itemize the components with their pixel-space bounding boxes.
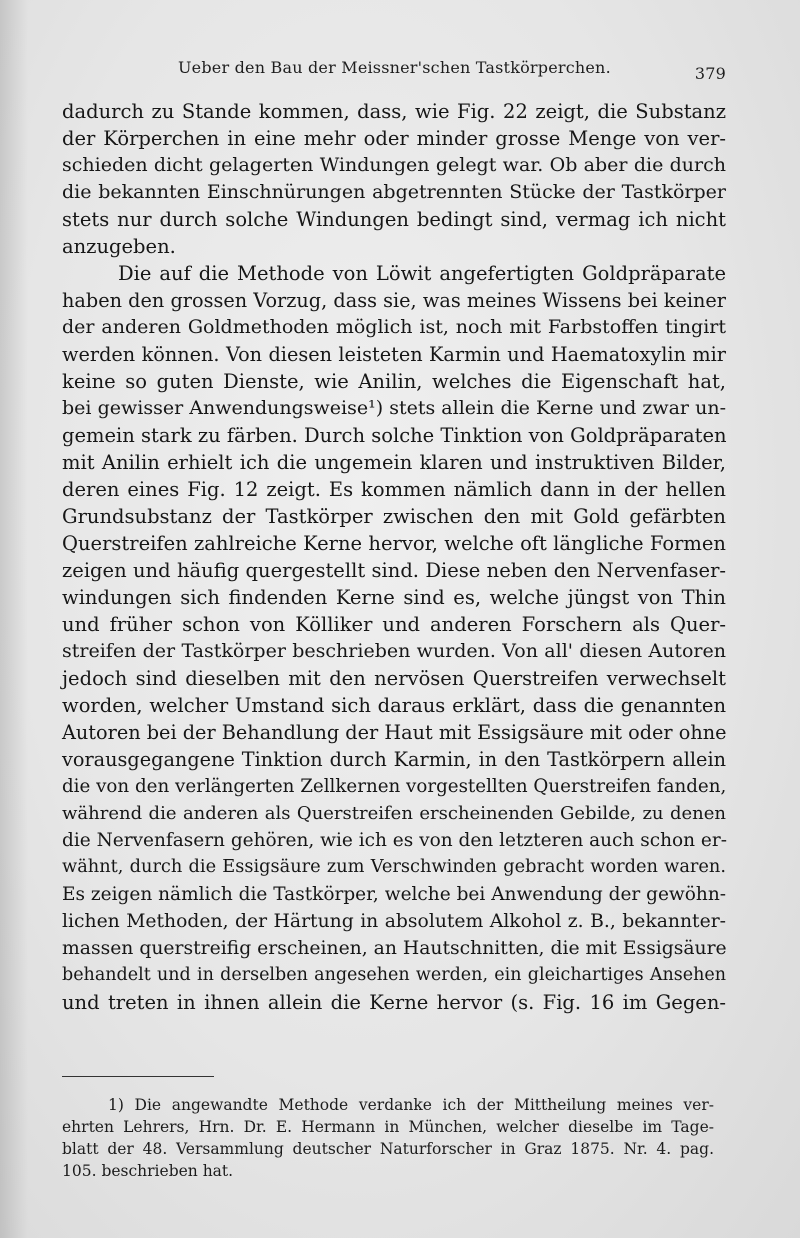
text-line: massen querstreifig erscheinen, an Hautschnitten, die mit Essigsäure bbox=[62, 938, 727, 959]
text-line: während die anderen als Querstreifen erscheinenden Gebilde, zu denen bbox=[62, 803, 726, 824]
text-line: die bekannten Einschnürungen abgetrennten Stücke der Tastkörper bbox=[62, 181, 726, 203]
text-line: werden können. Von diesen leisteten Karmin und Haematoxylin mir bbox=[62, 343, 726, 366]
text-line: deren eines Fig. 12 zeigt. Es kommen nämlich dann in der hellen bbox=[62, 478, 726, 501]
footnote-line: blatt der 48. Versammlung deutscher Naturforscher in Graz 1875. Nr. 4. pag. bbox=[62, 1140, 714, 1158]
text-line: anzugeben. bbox=[62, 235, 176, 258]
footnote-line: 105. beschrieben hat. bbox=[62, 1162, 234, 1180]
text-line: stets nur durch solche Windungen bedingt sind, vermag ich nicht bbox=[62, 208, 726, 231]
text-line: der Körperchen in eine mehr oder minder grosse Menge von ver- bbox=[62, 127, 726, 150]
text-line: der anderen Goldmethoden möglich ist, noch mit Farbstoffen tingirt bbox=[62, 316, 726, 338]
text-line: und früher schon von Kölliker und anderen Forschern als Quer- bbox=[62, 613, 726, 636]
text-line: gemein stark zu färben. Durch solche Tinktion von Goldpräparaten bbox=[62, 424, 727, 447]
footnote-line: 1) Die angewandte Methode verdanke ich der Mittheilung meines ver- bbox=[108, 1096, 714, 1114]
text-line: Es zeigen nämlich die Tastkörper, welche bei Anwendung der gewöhn- bbox=[62, 884, 726, 905]
text-line: zeigen und häufig quergestellt sind. Diese neben den Nervenfaser- bbox=[62, 559, 726, 582]
text-line: Querstreifen zahlreiche Kerne hervor, welche oft längliche Formen bbox=[62, 532, 726, 555]
text-line: die Nervenfasern gehören, wie ich es von den letzteren auch schon er- bbox=[62, 830, 727, 851]
text-line: keine so guten Dienste, wie Anilin, welches die Eigenschaft hat, bbox=[62, 370, 726, 393]
page-header bbox=[178, 58, 726, 86]
text-line: die von den verlängerten Zellkernen vorgestellten Querstreifen fanden, bbox=[62, 776, 727, 797]
text-line: windungen sich findenden Kerne sind es, welche jüngst von Thin bbox=[62, 586, 726, 609]
text-line: vorausgegangene Tinktion durch Karmin, in den Tastkörpern allein bbox=[62, 748, 726, 771]
page-number: 379 bbox=[694, 64, 726, 83]
text-line: jedoch sind dieselben mit den nervösen Querstreifen verwechselt bbox=[62, 667, 726, 690]
text-line: worden, welcher Umstand sich daraus erklärt, dass die genannten bbox=[62, 694, 726, 717]
text-line: bei gewisser Anwendungsweise¹) stets allein die Kerne und zwar un- bbox=[62, 397, 726, 419]
text-line: Grundsubstanz der Tastkörper zwischen den mit Gold gefärbten bbox=[62, 505, 726, 528]
text-line: mit Anilin erhielt ich die ungemein klaren und instruktiven Bilder, bbox=[62, 451, 726, 474]
footnote bbox=[62, 1094, 714, 1182]
footnote-divider bbox=[62, 1076, 214, 1077]
main-text bbox=[62, 98, 726, 1016]
footnote-line: ehrten Lehrers, Hrn. Dr. E. Hermann in München, welcher dieselbe im Tage- bbox=[62, 1118, 714, 1136]
text-line: Autoren bei der Behandlung der Haut mit Essigsäure mit oder ohne bbox=[62, 721, 727, 744]
text-line: dadurch zu Stande kommen, dass, wie Fig. 22 zeigt, die Substanz bbox=[62, 100, 726, 123]
text-line: schieden dicht gelagerten Windungen gelegt war. Ob aber die durch bbox=[62, 154, 726, 176]
running-title: Ueber den Bau der Meissner'schen Tastkörperchen. bbox=[178, 58, 611, 77]
text-line: wähnt, durch die Essigsäure zum Verschwinden gebracht worden waren. bbox=[62, 857, 726, 877]
text-line: behandelt und in derselben angesehen werden, ein gleichartiges Ansehen bbox=[62, 965, 726, 985]
text-line: streifen der Tastkörper beschrieben wurden. Von all' diesen Autoren bbox=[62, 640, 726, 662]
text-line: lichen Methoden, der Härtung in absolutem Alkohol z. B., bekannter- bbox=[62, 911, 726, 932]
text-line: haben den grossen Vorzug, dass sie, was meines Wissens bei keiner bbox=[62, 289, 726, 312]
text-line: und treten in ihnen allein die Kerne hervor (s. Fig. 16 im Gegen- bbox=[62, 991, 726, 1014]
text-line: Die auf die Methode von Löwit angefertigten Goldpräparate bbox=[118, 262, 726, 285]
